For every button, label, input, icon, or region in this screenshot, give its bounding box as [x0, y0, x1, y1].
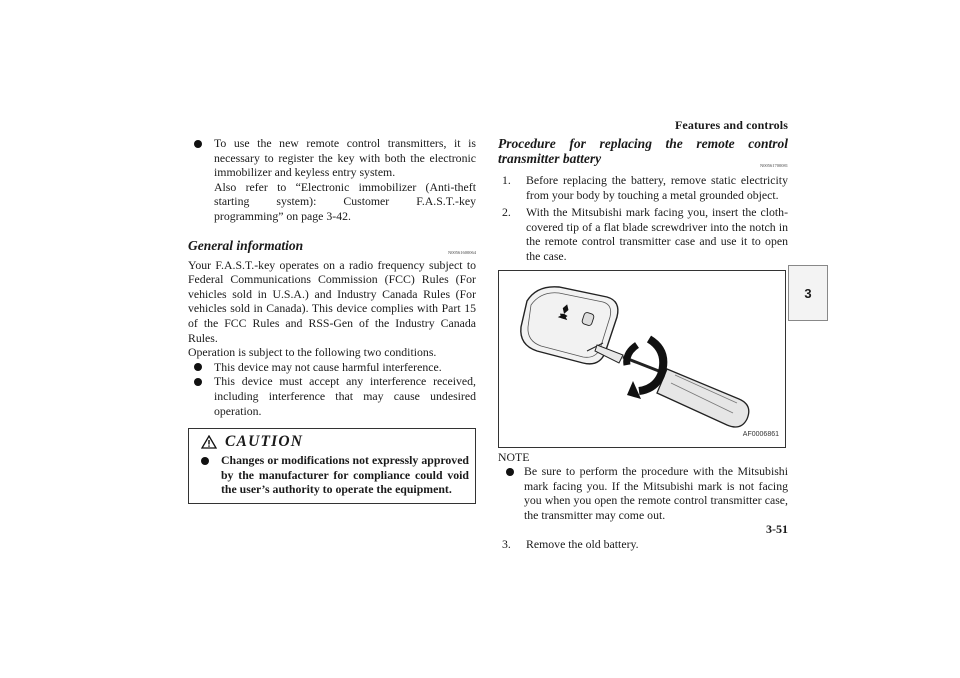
step-text: Before replacing the battery, remove static electricity from your body by touching a metal grounded object. — [526, 173, 788, 202]
bullet-icon — [194, 140, 202, 148]
note-bullet — [498, 464, 788, 522]
step-item — [502, 537, 788, 552]
figure-code: AF0006861 — [742, 430, 779, 438]
condition-text: This device must accept any interference received, including interference that may cause undesired operation. — [214, 374, 476, 418]
conditions-intro: Operation is subject to the following two conditions. — [188, 345, 437, 360]
intro-bullet-text-2: Also refer to “Electronic immobilizer (Anti-theft starting system): Customer F.A.S.T.-key programming” on page 3-42. — [214, 179, 476, 223]
procedure-title: Procedure for replacing the remote control transmitter battery — [498, 136, 788, 166]
step-number: 2. — [502, 205, 511, 220]
chapter-tab — [788, 265, 828, 321]
right-column — [498, 136, 788, 551]
bullet-icon — [506, 468, 514, 476]
general-info-title: General information — [188, 237, 304, 253]
general-info-code: N00561600064 — [448, 249, 476, 255]
page-number: 3-51 — [766, 522, 788, 536]
caution-text: Changes or modifications not expressly approved by the manufacturer for compliance could void the user’s authority to operate the equipment. — [221, 453, 469, 497]
warning-triangle-icon — [201, 435, 217, 449]
step-text: Remove the old battery. — [526, 536, 639, 551]
caution-bullet — [195, 453, 469, 497]
step-item — [502, 173, 788, 202]
general-info-body: Your F.A.S.T.-key operates on a radio frequency subject to Federal Communications Commission (FCC) Rules (For vehicles sold in U.S.A.) and Industry Canada Rules (For vehicles sold in Canada). This device complies with Part 15 of the FCC Rules and RSS-Gen of the Industry Canada Rules. — [188, 257, 476, 345]
left-column — [188, 136, 476, 504]
note-text: Be sure to perform the procedure with the Mitsubishi mark facing you. If the Mitsubishi mark is not facing you when you open the remote control transmitter case, the transmitter may come out. — [524, 464, 788, 522]
step-number: 1. — [502, 173, 511, 187]
caution-header — [195, 431, 469, 453]
step-item — [502, 205, 788, 263]
intro-bullet-text-1: To use the new remote control transmitters, it is necessary to register the key with both the electronic immobilizer and keyless entry system. — [214, 136, 476, 180]
bullet-icon — [194, 363, 202, 371]
caution-heading: CAUTION — [225, 432, 304, 450]
step-number: 3. — [502, 536, 511, 551]
step-text: With the Mitsubishi mark facing you, insert the cloth-covered tip of a flat blade screwdriver into the notch in the remote control transmitter case and use it to open the case. — [526, 205, 788, 263]
bullet-icon — [194, 378, 202, 386]
intro-bullet — [188, 136, 476, 224]
procedure-code: N00561700081 — [760, 163, 788, 168]
chapter-number: 3 — [804, 285, 812, 301]
caution-box — [188, 428, 476, 504]
note-label: NOTE — [498, 449, 530, 464]
bullet-icon — [201, 457, 209, 465]
condition-text: This device may not cause harmful interference. — [214, 359, 442, 374]
condition-item — [188, 360, 476, 375]
battery-replacement-figure — [498, 270, 786, 448]
key-fob-screwdriver-illustration — [499, 271, 785, 447]
screwdriver-icon — [595, 345, 749, 427]
header-section-title: Features and controls — [675, 118, 788, 132]
condition-item — [188, 374, 476, 418]
